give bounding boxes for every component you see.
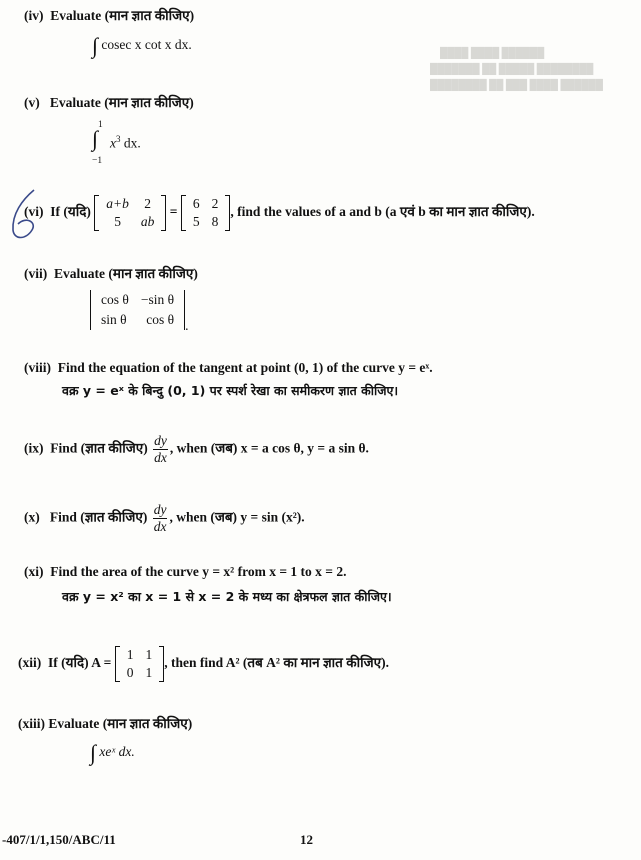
matrix-cell: 8 xyxy=(211,214,219,229)
matrix-cell: 6 xyxy=(192,196,200,211)
question-iv xyxy=(24,6,194,24)
question-number: (xii) xyxy=(18,655,42,671)
fraction-denominator: dx xyxy=(154,450,167,465)
matrix-right xyxy=(181,195,231,231)
matrix-cell: 1 xyxy=(126,647,134,662)
question-number: (ix) xyxy=(24,440,44,456)
matrix-cell: ab xyxy=(140,214,155,229)
question-prefix: Find (ज्ञात कीजिए) xyxy=(49,509,148,525)
question-viii xyxy=(24,360,433,376)
question-number: (vi) xyxy=(24,204,44,220)
question-x xyxy=(24,502,305,535)
question-xiii xyxy=(18,714,192,732)
matrix-cell: 1 xyxy=(145,665,153,680)
question-number: (xiii) xyxy=(18,716,45,731)
matrix-cell: 5 xyxy=(192,214,200,229)
determinant xyxy=(90,290,185,330)
question-prefix: If (यदि) A = xyxy=(48,655,112,671)
integral-v xyxy=(92,120,212,166)
matrix-cell: a+b xyxy=(106,196,129,211)
equals-sign: = xyxy=(169,204,178,220)
derivative-fraction xyxy=(153,502,168,535)
derivative-fraction xyxy=(153,433,168,466)
matrix-cell: 5 xyxy=(114,214,121,229)
question-number: (x) xyxy=(24,509,40,525)
paper-code: -407/1/1,150/ABC/11 xyxy=(2,832,116,847)
matrix-cell: 2 xyxy=(144,196,151,211)
question-suffix: , when (जब) y = sin (x²). xyxy=(169,509,305,525)
integral-xiii xyxy=(90,740,135,766)
integrand: cosec x cot x dx. xyxy=(101,37,192,53)
question-text: Find the area of the curve y = x² from x = 1 to x = 2. xyxy=(50,564,347,579)
matrix-cell: 1 xyxy=(145,647,153,662)
upper-limit: 1 xyxy=(98,120,103,130)
question-text: Evaluate (मान ज्ञात कीजिए) xyxy=(49,95,194,110)
question-vi xyxy=(24,195,535,231)
question-xi-hindi: वक्र y = x² का x = 1 से x = 2 के मध्य का क्षेत्रफल ज्ञात कीजिए। xyxy=(62,589,392,604)
question-prefix: If (यदि) xyxy=(50,204,91,220)
page-number: 12 xyxy=(300,832,313,847)
fraction-numerator: dy xyxy=(154,433,167,448)
integral-sign-icon: ∫ xyxy=(92,33,99,58)
question-ix xyxy=(24,433,369,466)
question-suffix: , then find A² (तब A² का मान ज्ञात कीजिए). xyxy=(164,655,389,671)
trailing-dot: . xyxy=(185,318,189,333)
question-suffix: , when (जब) x = a cos θ, y = a sin θ. xyxy=(169,440,369,456)
lower-limit: −1 xyxy=(92,156,103,166)
integrand-tail: dx. xyxy=(120,135,141,151)
integral-iv xyxy=(92,33,192,59)
question-v xyxy=(24,93,194,111)
fraction-denominator: dx xyxy=(153,519,167,534)
determinant-cell: −sin θ xyxy=(140,292,175,307)
question-text: Find the equation of the tangent at point (0, 1) of the curve y = eˣ. xyxy=(57,360,433,375)
question-text: Evaluate (मान ज्ञात कीजिए) xyxy=(50,8,195,23)
matrix-a xyxy=(115,646,165,682)
integrand: xeˣ dx. xyxy=(99,744,135,760)
matrix-cell: 2 xyxy=(211,196,219,211)
question-xi xyxy=(24,564,346,580)
question-prefix: Find (ज्ञात कीजिए) xyxy=(50,440,148,456)
determinant-cell: cos θ xyxy=(101,292,129,307)
question-text: Evaluate (मान ज्ञात कीजिए) xyxy=(54,266,198,281)
fraction-numerator: dy xyxy=(153,502,167,517)
question-viii-hindi: वक्र y = eˣ के बिन्दु (0, 1) पर स्पर्श रेखा का समीकरण ज्ञात कीजिए। xyxy=(62,383,399,398)
integrand-base: x xyxy=(110,135,116,151)
question-suffix: , find the values of a and b (a एवं b का मान ज्ञात कीजिए). xyxy=(230,204,535,220)
determinant-cell: sin θ xyxy=(101,312,127,327)
determinant-vii xyxy=(90,290,188,334)
question-vii xyxy=(24,264,198,282)
matrix-cell: 0 xyxy=(126,665,134,680)
question-number: (v) xyxy=(24,95,40,110)
question-xii xyxy=(18,646,389,682)
question-number: (viii) xyxy=(24,360,51,375)
integrand-exponent: 3 xyxy=(116,134,121,144)
bleed-through-decoration: ███████ ██ █████ ████████ xyxy=(430,64,594,75)
bleed-through-decoration: ████████ ██ ███ ████ ██████ xyxy=(430,80,603,91)
integral-sign-icon: ∫ xyxy=(90,740,97,765)
question-number: (xi) xyxy=(24,564,44,579)
matrix-left xyxy=(94,195,166,231)
question-number: (vii) xyxy=(24,266,48,281)
bleed-through-decoration: ████ ████ ██████ xyxy=(440,48,545,59)
question-text: Evaluate (मान ज्ञात कीजिए) xyxy=(48,716,193,731)
determinant-cell: cos θ xyxy=(146,312,175,327)
integral-sign-icon: ∫ xyxy=(92,126,99,151)
question-number: (iv) xyxy=(24,8,44,23)
